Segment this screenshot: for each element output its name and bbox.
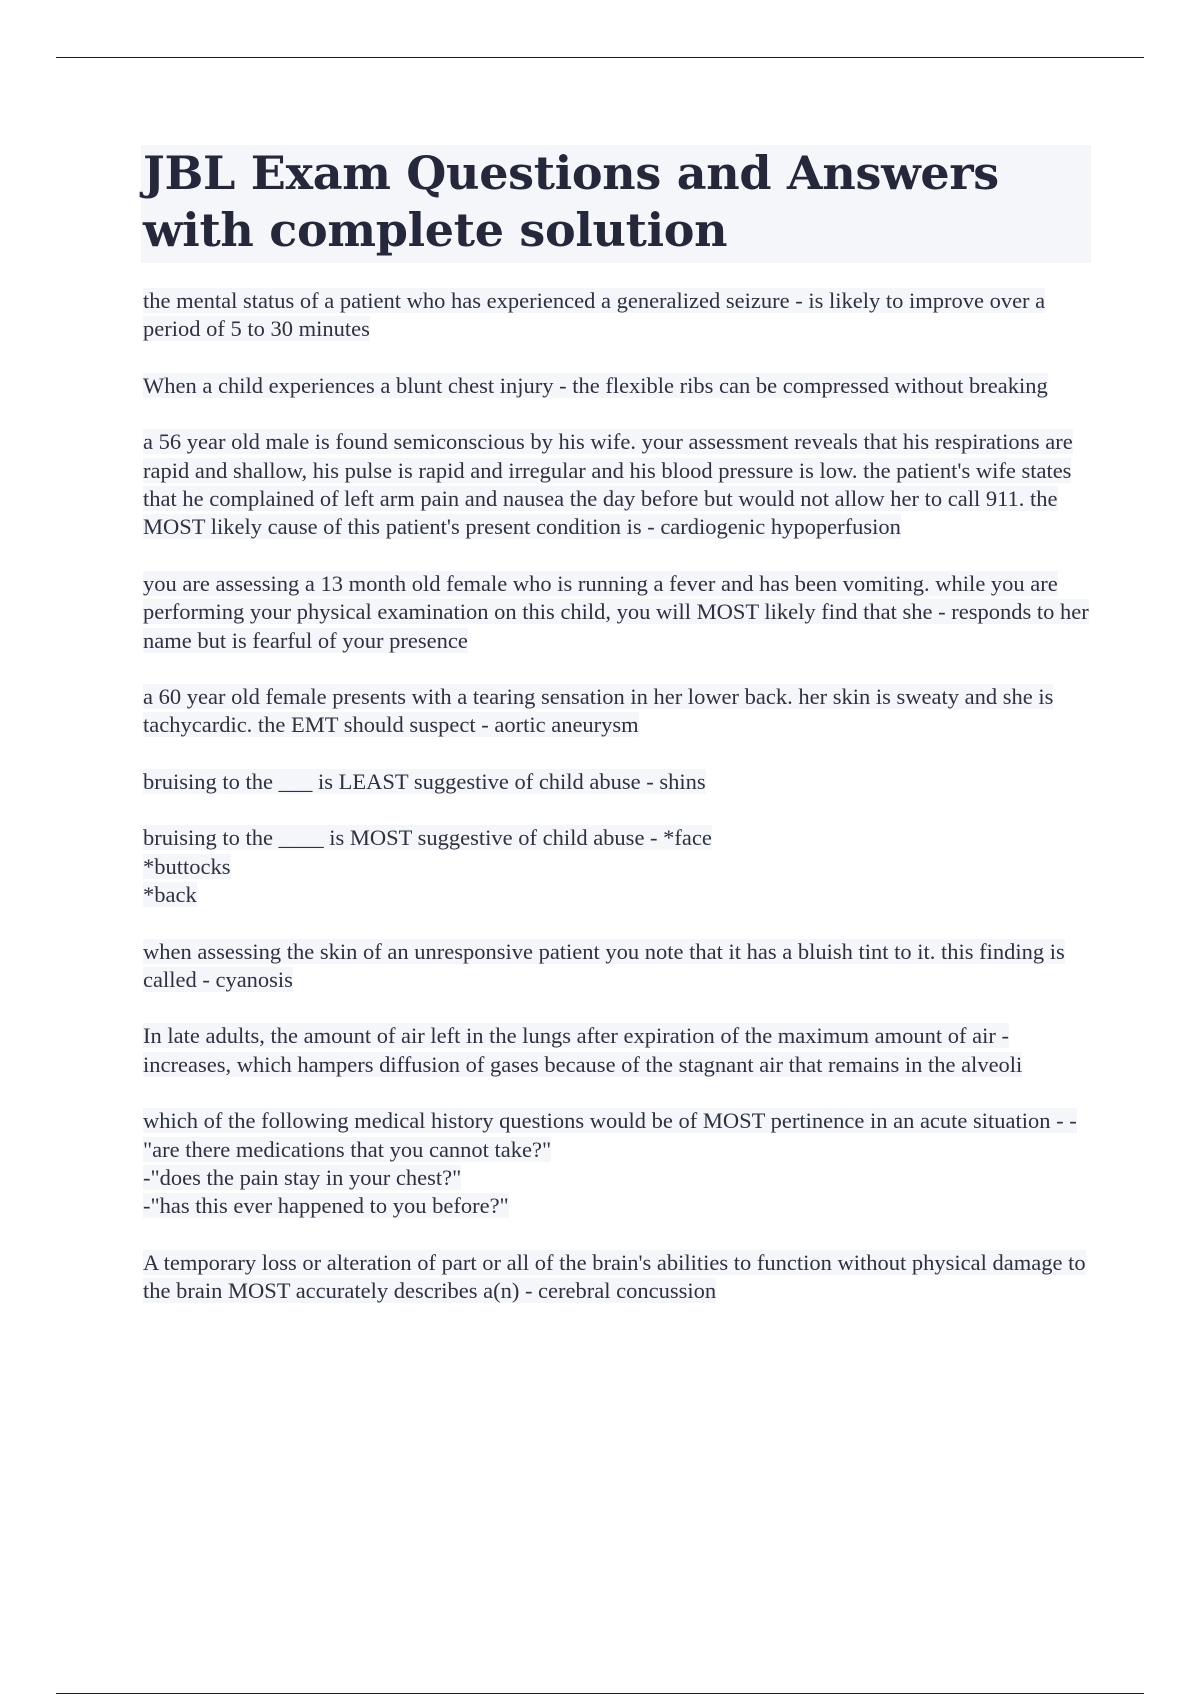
qa-text: you are assessing a 13 month old female who is running a fever and has been vomiting. while you are performing your physical examination on this child, you will MOST likely find that she - responds to her name but is fearful of your presence [143,570,1089,653]
qa-item [143,1022,1091,1079]
qa-text: which of the following medical history questions would be of MOST pertinence in an acute situation - -"are there medications that you cannot take?" -"does the pain stay in your chest?" -"has this ever happened to you before?" [143,1108,1077,1219]
document-title: JBL Exam Questions and Answers with complete solution [143,146,999,257]
qa-text: bruising to the ___ is LEAST suggestive of child abuse - shins [143,768,706,794]
qa-item [143,938,1091,995]
qa-item [143,287,1091,344]
qa-list [143,287,1091,1306]
qa-item [143,1107,1091,1221]
qa-item [143,570,1091,655]
qa-text: when assessing the skin of an unresponsive patient you note that it has a bluish tint to it. this finding is called - cyanosis [143,938,1065,992]
qa-text: the mental status of a patient who has experienced a generalized seizure - is likely to improve over a period of 5 to 30 minutes [143,288,1046,342]
qa-item [143,1249,1091,1306]
bottom-divider [56,1693,1144,1694]
qa-item [143,824,1091,909]
qa-text: A temporary loss or alteration of part or all of the brain's abilities to function without physical damage to the brain MOST accurately describes a(n) - cerebral concussion [143,1249,1086,1304]
qa-text: a 60 year old female presents with a tearing sensation in her lower back. her skin is sweaty and she is tachycardic. the EMT should suspect - aortic aneurysm [143,684,1054,738]
qa-text: bruising to the ____ is MOST suggestive of child abuse - *face *buttocks *back [143,825,712,908]
qa-item [143,683,1091,740]
qa-text: In late adults, the amount of air left in the lungs after expiration of the maximum amount of air - increases, which hampers diffusion of gases because of the stagnant air that remains in the alveoli [143,1023,1023,1077]
qa-item [143,768,1091,796]
document-page [143,145,1091,1334]
qa-item [143,428,1091,542]
title-block [141,145,1091,263]
qa-text: When a child experiences a blunt chest injury - the flexible ribs can be compressed without breaking [143,372,1048,398]
qa-text: a 56 year old male is found semiconscious by his wife. your assessment reveals that his respirations are rapid and shallow, his pulse is rapid and irregular and his blood pressure is low. the patient's wife states that he complained of left arm pain and nausea the day before but would not allow her to call 911. the MOST likely cause of this patient's present condition is - cardiogenic hypoperfusion [143,429,1073,540]
top-divider [56,57,1144,58]
qa-item [143,372,1091,400]
